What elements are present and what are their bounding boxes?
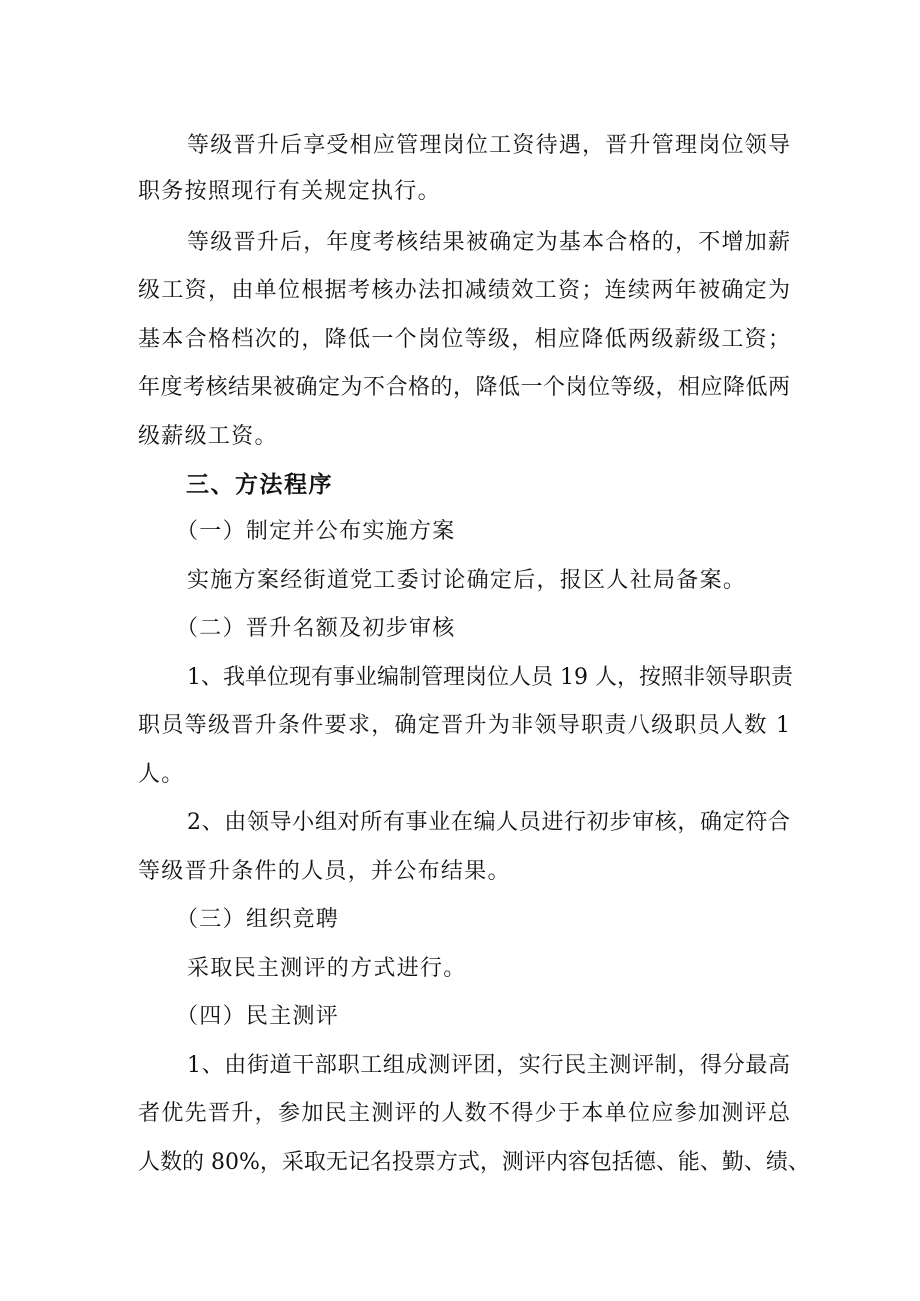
sub3-body: 采取民主测评的方式进行。 xyxy=(187,956,467,981)
sub1-body: 实施方案经街道党工委讨论确定后，报区人社局备案。 xyxy=(187,568,747,593)
para2-line1: 等级晋升后，年度考核结果被确定为基本合格的，不增加薪 xyxy=(187,230,790,255)
sub2-item1-line3: 人。 xyxy=(138,762,185,787)
section-heading: 三、方法程序 xyxy=(186,472,333,498)
sub4-title: （四）民主测评 xyxy=(176,1004,340,1029)
sub2-item1-line2: 职员等级晋升条件要求，确定晋升为非领导职责八级职员人数 1 xyxy=(138,713,790,738)
sub2-item2-line2: 等级晋升条件的人员，并公布结果。 xyxy=(138,859,511,884)
sub3-title: （三）组织竞聘 xyxy=(176,907,340,932)
sub2-item2-line1: 2、由领导小组对所有事业在编人员进行初步审核，确定符合 xyxy=(187,810,790,835)
sub2-item1-line1: 1、我单位现有事业编制管理岗位人员 19 人，按照非领导职责 xyxy=(187,665,793,690)
sub4-item1-line2: 者优先晋升，参加民主测评的人数不得少于本单位应参加测评总 xyxy=(138,1101,790,1126)
para1-line2: 职务按照现行有关规定执行。 xyxy=(138,179,441,204)
para2-line3: 基本合格档次的，降低一个岗位等级，相应降低两级薪级工资； xyxy=(138,327,790,352)
para2-line2: 级工资，由单位根据考核办法扣减绩效工资；连续两年被确定为 xyxy=(138,278,790,303)
para2-line4: 年度考核结果被确定为不合格的，降低一个岗位等级，相应降低两 xyxy=(138,375,790,400)
sub2-title: （二）晋升名额及初步审核 xyxy=(176,616,456,641)
para2-line5: 级薪级工资。 xyxy=(138,424,278,449)
sub1-title: （一）制定并公布实施方案 xyxy=(176,519,456,544)
sub4-item1-line3: 人数的 80%，采取无记名投票方式，测评内容包括德、能、勤、绩、 xyxy=(138,1150,810,1175)
para1-line1: 等级晋升后享受相应管理岗位工资待遇，晋升管理岗位领导 xyxy=(187,133,790,158)
sub4-item1-line1: 1、由街道干部职工组成测评团，实行民主测评制，得分最高 xyxy=(187,1053,790,1078)
